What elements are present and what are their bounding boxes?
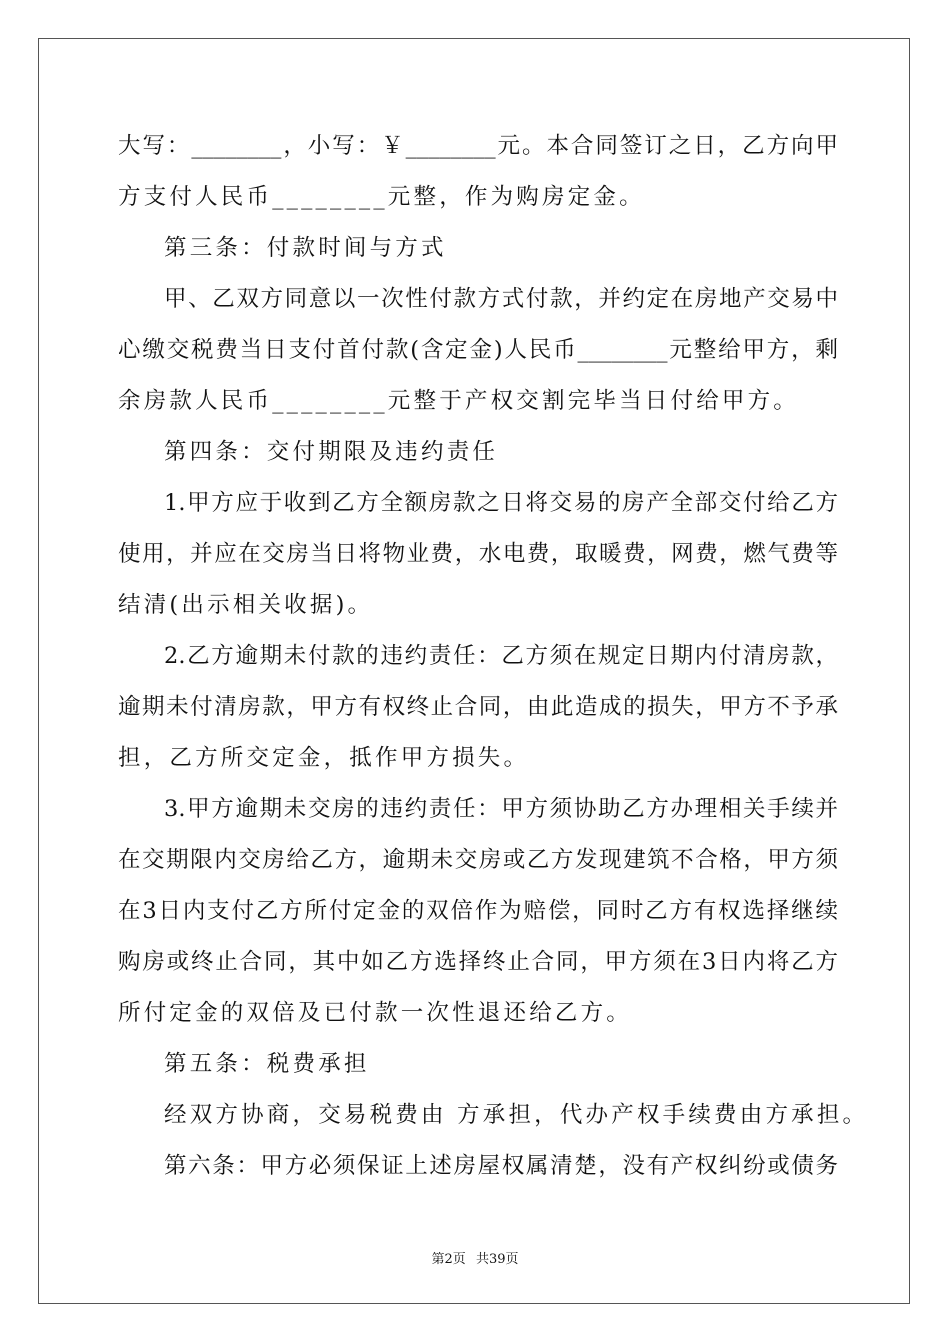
text-line: 3.甲方逾期未交房的违约责任：甲方须协助乙方办理相关手续并 [164,796,838,822]
text-line: 逾期未付清房款，甲方有权终止合同，由此造成的损失，甲方不予承 [118,694,838,720]
text-line: 在交期限内交房给乙方，逾期未交房或乙方发现建筑不合格，甲方须 [118,847,838,873]
document-body [118,126,869,1197]
text-line: 在3日内支付乙方所付定金的双倍作为赔偿，同时乙方有权选择继续 [118,898,838,924]
text-line: 经双方协商，交易税费由 方承担，代办产权手续费由方承担。 [164,1102,869,1128]
page-footer [0,1248,950,1267]
text-line: 余房款人民币________元整于产权交割完毕当日付给甲方。 [118,388,800,414]
text-line: 大写：________，小写：￥________元。本合同签订之日，乙方向甲 [118,133,838,159]
text-line: 方支付人民币________元整，作为购房定金。 [118,184,645,210]
text-line: 结清(出示相关收据)。 [118,592,374,618]
text-line: 所付定金的双倍及已付款一次性退还给乙方。 [118,1000,633,1026]
text-line: 心缴交税费当日支付首付款(含定金)人民币________元整给甲方，剩 [118,337,838,363]
section-heading: 第五条：税费承担 [164,1051,370,1077]
text-line: 甲、乙双方同意以一次性付款方式付款，并约定在房地产交易中 [164,286,838,312]
section-heading: 第三条：付款时间与方式 [164,235,447,261]
page-total: 共39页 [475,1252,519,1267]
text-line: 第六条：甲方必须保证上述房屋权属清楚，没有产权纠纷或债务 [164,1153,838,1179]
text-line: 购房或终止合同，其中如乙方选择终止合同，甲方须在3日内将乙方 [118,949,838,975]
section-heading: 第四条：交付期限及违约责任 [164,439,499,465]
text-line: 担，乙方所交定金，抵作甲方损失。 [118,745,530,771]
text-line: 2.乙方逾期未付款的违约责任：乙方须在规定日期内付清房款， [164,643,838,669]
page-number: 第2页 [431,1252,466,1267]
text-line: 1.甲方应于收到乙方全额房款之日将交易的房产全部交付给乙方 [164,490,838,516]
text-line: 使用，并应在交房当日将物业费，水电费，取暖费，网费，燃气费等 [118,541,838,567]
